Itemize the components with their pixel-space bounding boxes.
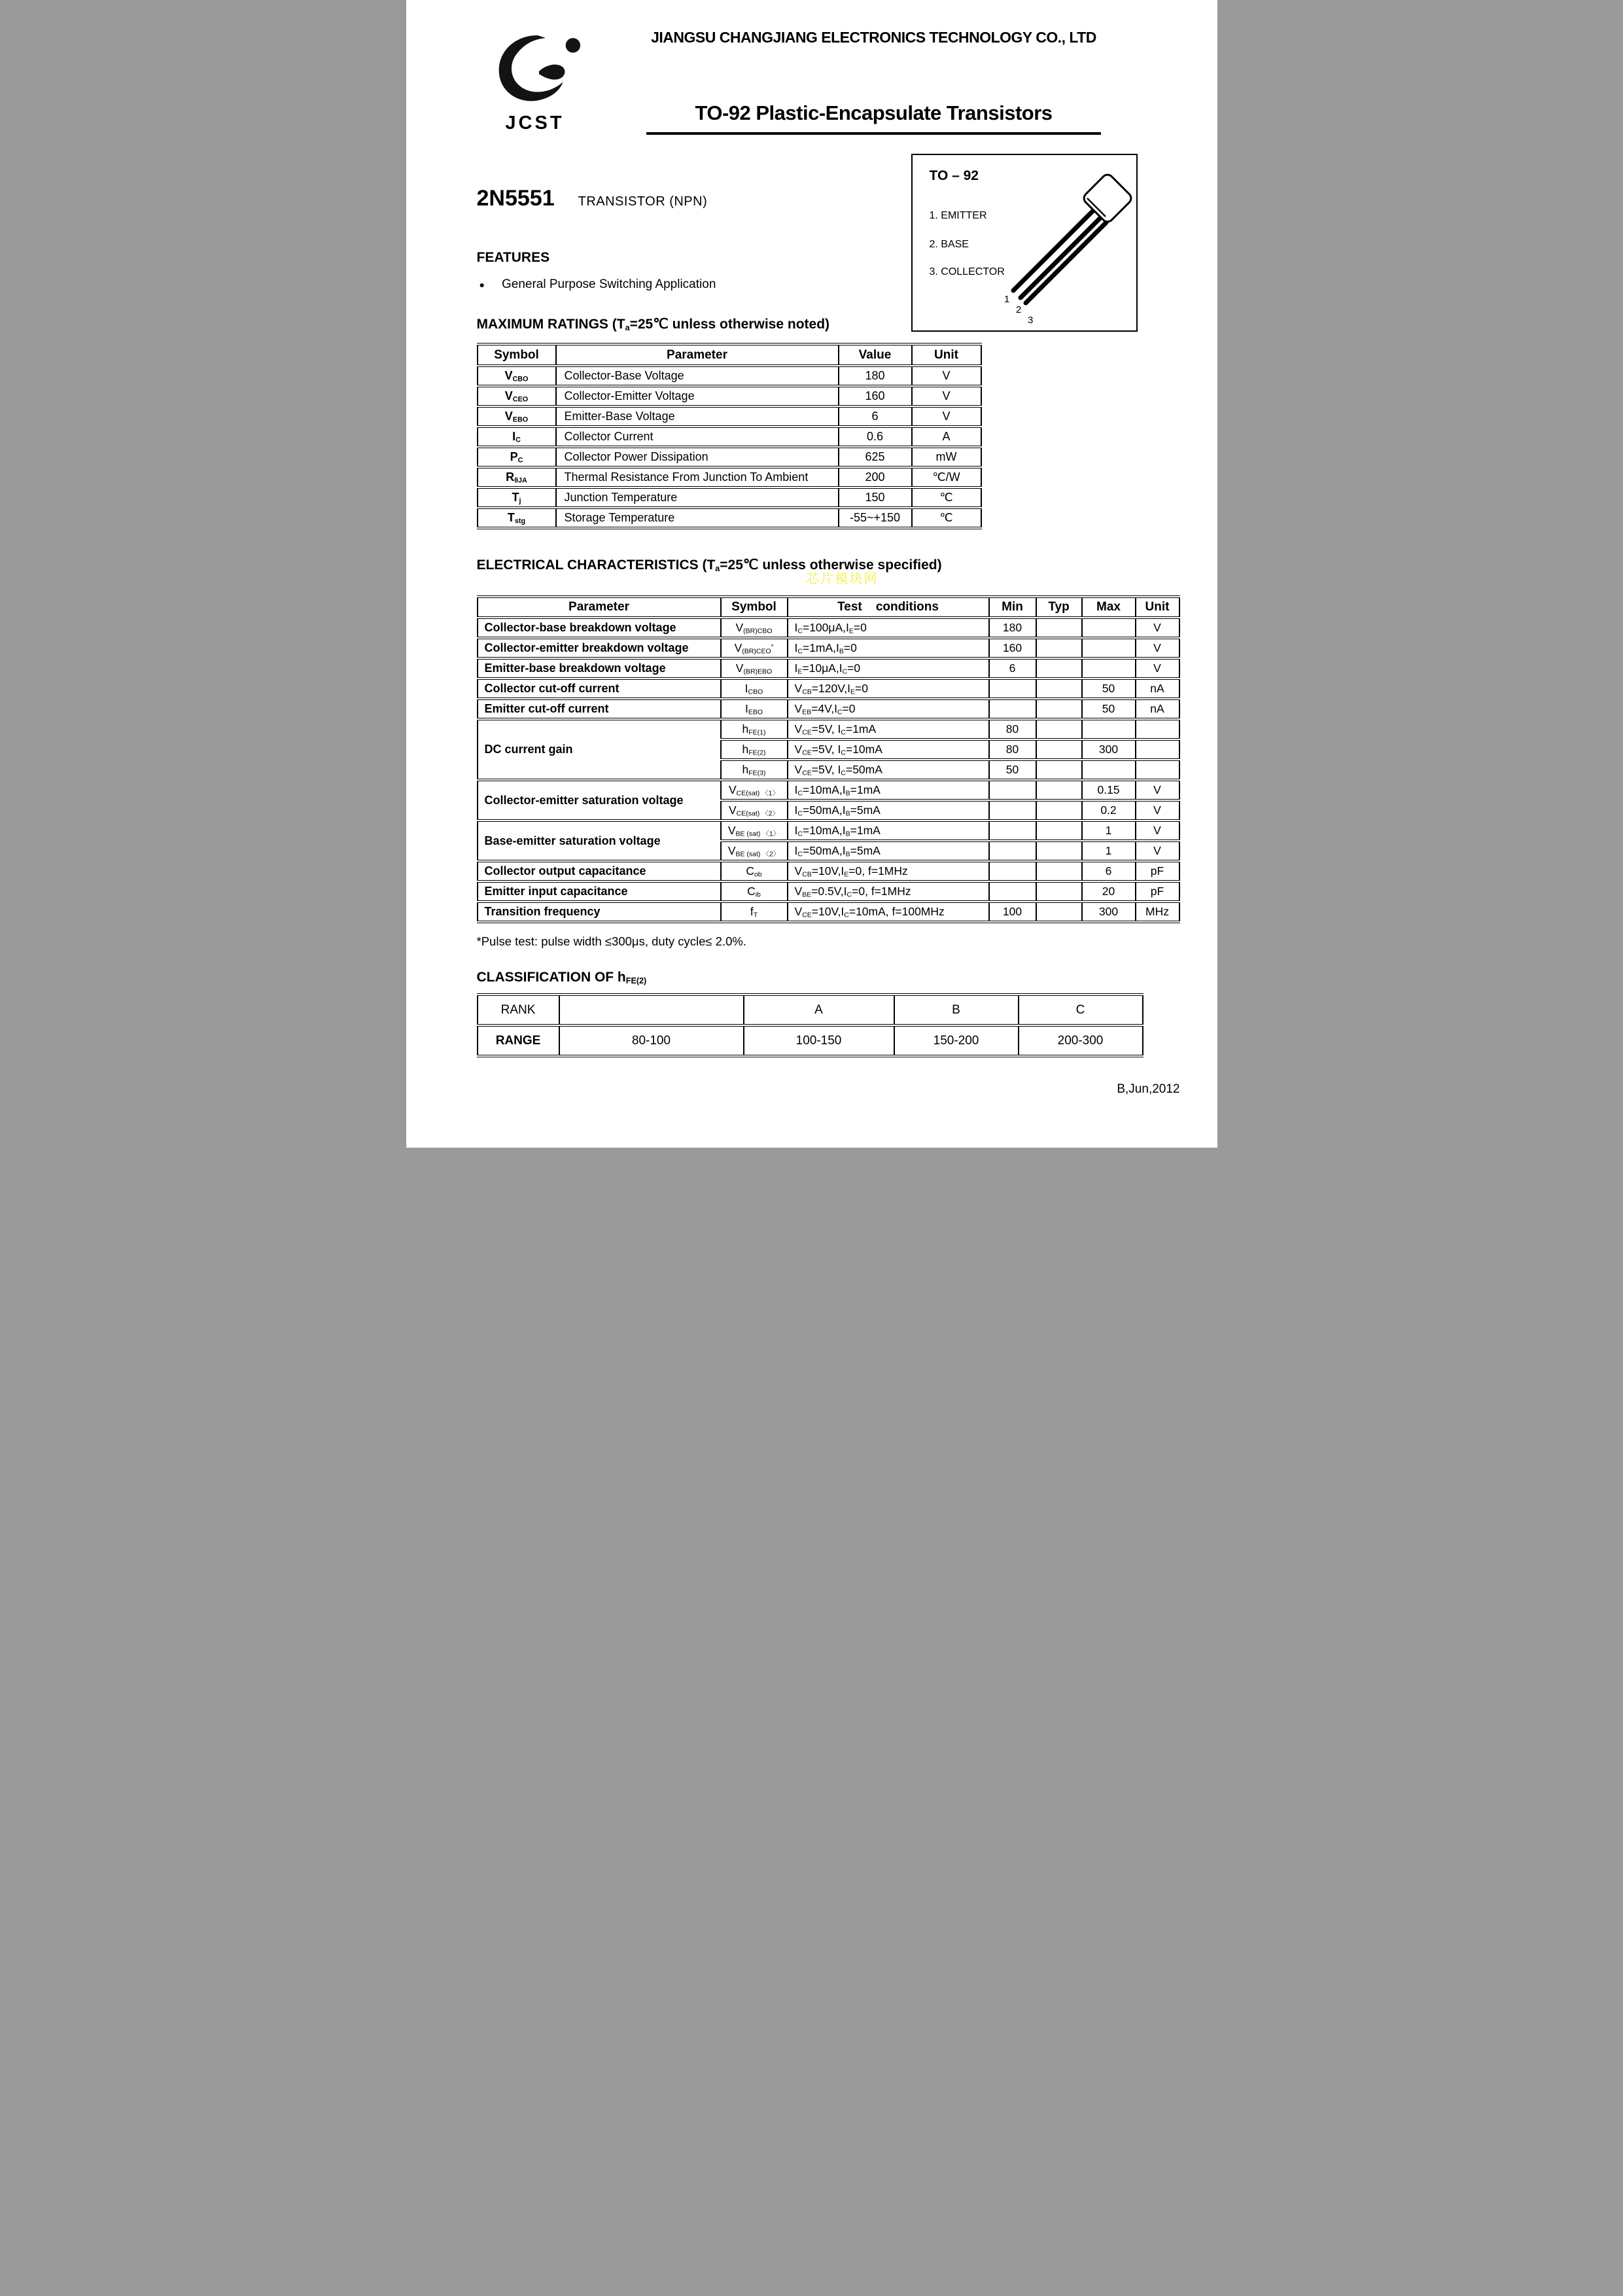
table-row <box>478 467 981 487</box>
pulse-test-note: *Pulse test: pulse width ≤300μs, duty cycle≤ 2.0%. <box>476 934 746 948</box>
parameter-cell: Emitter input capacitance <box>478 881 721 902</box>
range-label: RANGE <box>478 1025 559 1056</box>
symbol-cell: $V_{CE(sat) 〈2〉}$ <box>721 800 788 821</box>
max-cell: 50 <box>1082 699 1136 719</box>
typ-cell <box>1036 618 1082 638</box>
value-cell: -55~+150 <box>839 508 912 528</box>
unit-cell: nA <box>1136 679 1179 699</box>
max-cell <box>1082 658 1136 679</box>
table-row <box>478 881 1179 902</box>
min-cell <box>989 800 1036 821</box>
symbol-cell: $h_{FE(1)}$ <box>721 719 788 739</box>
unit-cell <box>1136 719 1179 739</box>
parameter-cell: Collector-emitter breakdown voltage <box>478 638 721 658</box>
package-box <box>911 154 1138 332</box>
symbol-cell: $V_{EBO}$ <box>478 406 556 427</box>
parameter-cell: Collector Current <box>556 427 839 447</box>
unit-cell: V <box>1136 658 1179 679</box>
min-cell: 50 <box>989 760 1036 780</box>
unit-cell: V <box>1136 800 1179 821</box>
symbol-cell: $T_{stg}$ <box>478 508 556 528</box>
col-max: Max <box>1082 597 1136 618</box>
symbol-cell: $V_{(BR)EBO}$ <box>721 658 788 679</box>
datasheet-page <box>406 0 1217 1148</box>
value-cell: 180 <box>839 366 912 386</box>
max-cell: 1 <box>1082 841 1136 861</box>
min-cell: 100 <box>989 902 1036 922</box>
unit-cell: V <box>912 406 981 427</box>
symbol-cell: $V_{BE (sat) 〈1〉}$ <box>721 821 788 841</box>
conditions-cell: $V_{CE}=5V$, $I_C=50mA$ <box>788 760 989 780</box>
min-cell <box>989 861 1036 881</box>
features-heading: FEATURES <box>476 250 550 265</box>
value-cell: 160 <box>839 386 912 406</box>
unit-cell: MHz <box>1136 902 1179 922</box>
electrical-table <box>477 595 1180 923</box>
unit-cell: V <box>1136 638 1179 658</box>
value-cell: 625 <box>839 447 912 467</box>
table-row <box>478 366 981 386</box>
table-row <box>478 699 1179 719</box>
conditions-cell: $I_C=10mA,I_B=1mA$ <box>788 780 989 800</box>
max-cell: 0.15 <box>1082 780 1136 800</box>
min-cell <box>989 699 1036 719</box>
table-row <box>478 719 1179 739</box>
table-row <box>478 861 1179 881</box>
value-cell: 200 <box>839 467 912 487</box>
pin-emitter: 1. EMITTER <box>929 210 987 221</box>
watermark-text: 芯片模块网 <box>806 572 879 586</box>
max-ratings-header-row <box>478 344 981 366</box>
lead-label-2: 2 <box>1015 304 1021 315</box>
min-cell <box>989 881 1036 902</box>
min-cell: 6 <box>989 658 1036 679</box>
conditions-cell: $V_{CE}=10V,I_C=10mA$, f=100MHz <box>788 902 989 922</box>
conditions-cell: $V_{CE}=5V$, $I_C=10mA$ <box>788 739 989 760</box>
part-heading <box>477 186 708 211</box>
typ-cell <box>1036 780 1082 800</box>
table-row <box>478 679 1179 699</box>
unit-cell <box>1136 739 1179 760</box>
symbol-cell: $V_{(BR)CEO}^*$ <box>721 638 788 658</box>
conditions-cell: $I_C=50mA,I_B=5mA$ <box>788 800 989 821</box>
electrical-heading: ELECTRICAL CHARACTERISTICS ($T_a=25℃$ unless otherwise specified) <box>476 557 942 574</box>
max-ratings-heading: MAXIMUM RATINGS ($T_a=25℃$ unless otherwise noted) <box>476 317 830 333</box>
typ-cell <box>1036 719 1082 739</box>
parameter-cell: Collector-Emitter Voltage <box>556 386 839 406</box>
feature-text: General Purpose Switching Application <box>501 277 716 291</box>
parameter-cell: Junction Temperature <box>556 487 839 508</box>
page-title: TO-92 Plastic-Encapsulate Transistors <box>695 101 1053 124</box>
parameter-cell: Collector cut-off current <box>478 679 721 699</box>
min-cell <box>989 780 1036 800</box>
parameter-cell: Collector-Base Voltage <box>556 366 839 386</box>
unit-cell: mW <box>912 447 981 467</box>
conditions-cell: $I_C=100\mu A,I_E=0$ <box>788 618 989 638</box>
part-number: 2N5551 <box>476 186 555 211</box>
symbol-cell: $I_C$ <box>478 427 556 447</box>
unit-cell <box>1136 760 1179 780</box>
table-row <box>478 386 981 406</box>
typ-cell <box>1036 638 1082 658</box>
pin-base: 2. BASE <box>929 239 969 250</box>
col-unit: Unit <box>1136 597 1179 618</box>
table-row <box>478 821 1179 841</box>
parameter-cell: Thermal Resistance From Junction To Ambient <box>556 467 839 487</box>
max-cell: 20 <box>1082 881 1136 902</box>
company-name: JIANGSU CHANGJIANG ELECTRONICS TECHNOLOGY CO., LTD <box>651 29 1096 46</box>
typ-cell <box>1036 699 1082 719</box>
max-cell: 1 <box>1082 821 1136 841</box>
value-cell: 6 <box>839 406 912 427</box>
max-cell: 50 <box>1082 679 1136 699</box>
range-cell: 150-200 <box>894 1025 1019 1056</box>
min-cell: 80 <box>989 719 1036 739</box>
pin-collector: 3. COLLECTOR <box>929 266 1005 277</box>
unit-cell: V <box>1136 821 1179 841</box>
table-row <box>478 618 1179 638</box>
parameter-cell: Emitter cut-off current <box>478 699 721 719</box>
rank-cell: A <box>744 995 894 1025</box>
typ-cell <box>1036 739 1082 760</box>
typ-cell <box>1036 861 1082 881</box>
min-cell <box>989 679 1036 699</box>
symbol-cell: $h_{FE(3)}$ <box>721 760 788 780</box>
conditions-cell: $I_C=10mA,I_B=1mA$ <box>788 821 989 841</box>
col-parameter: Parameter <box>556 344 839 366</box>
symbol-cell: $I_{CBO}$ <box>721 679 788 699</box>
rank-row <box>478 995 1143 1025</box>
title-underline <box>646 132 1101 135</box>
unit-cell: nA <box>1136 699 1179 719</box>
unit-cell: V <box>1136 618 1179 638</box>
conditions-cell: $V_{BE}=0.5V,I_C=0$, f=1MHz <box>788 881 989 902</box>
classification-heading: CLASSIFICATION OF $h_{FE(2)}$ <box>476 970 647 986</box>
typ-cell <box>1036 760 1082 780</box>
unit-cell: ℃/W <box>912 467 981 487</box>
conditions-cell: $I_C=1mA,I_B=0$ <box>788 638 989 658</box>
conditions-cell: $V_{CB}=10V,I_E=0$, f=1MHz <box>788 861 989 881</box>
typ-cell <box>1036 679 1082 699</box>
conditions-cell: $V_{CB}=120V,I_E=0$ <box>788 679 989 699</box>
range-cell: 80-100 <box>559 1025 744 1056</box>
lead-label-1: 1 <box>1003 294 1009 305</box>
conditions-cell: $V_{EB}=4V,I_C=0$ <box>788 699 989 719</box>
max-cell <box>1082 618 1136 638</box>
unit-cell: V <box>912 366 981 386</box>
bullet-icon: ● <box>479 279 485 290</box>
typ-cell <box>1036 821 1082 841</box>
min-cell <box>989 841 1036 861</box>
symbol-cell: $R_{\theta JA}$ <box>478 467 556 487</box>
col-symbol: Symbol <box>478 344 556 366</box>
rank-label: RANK <box>478 995 559 1025</box>
table-row <box>478 487 981 508</box>
symbol-cell: $f_T$ <box>721 902 788 922</box>
symbol-cell: $T_j$ <box>478 487 556 508</box>
parameter-cell: Transition frequency <box>478 902 721 922</box>
typ-cell <box>1036 881 1082 902</box>
parameter-cell: Collector-base breakdown voltage <box>478 618 721 638</box>
symbol-cell: $V_{(BR)CBO}$ <box>721 618 788 638</box>
symbol-cell: $C_{ob}$ <box>721 861 788 881</box>
parameter-group-cell: Collector-emitter saturation voltage <box>478 780 721 821</box>
symbol-cell: $h_{FE(2)}$ <box>721 739 788 760</box>
rank-cell <box>559 995 744 1025</box>
lead-label-3: 3 <box>1027 315 1033 326</box>
value-cell: 150 <box>839 487 912 508</box>
table-row <box>478 427 981 447</box>
max-cell: 300 <box>1082 902 1136 922</box>
unit-cell: V <box>1136 841 1179 861</box>
rank-cell: C <box>1019 995 1143 1025</box>
symbol-cell: $V_{BE (sat) 〈2〉}$ <box>721 841 788 861</box>
parameter-cell: Emitter-Base Voltage <box>556 406 839 427</box>
typ-cell <box>1036 658 1082 679</box>
symbol-cell: $V_{CEO}$ <box>478 386 556 406</box>
max-cell <box>1082 638 1136 658</box>
part-type: TRANSISTOR (NPN) <box>578 194 708 209</box>
unit-cell: V <box>912 386 981 406</box>
min-cell: 180 <box>989 618 1036 638</box>
table-row <box>478 508 981 528</box>
range-row <box>478 1025 1143 1056</box>
max-ratings-table <box>477 343 982 529</box>
min-cell: 80 <box>989 739 1036 760</box>
min-cell: 160 <box>989 638 1036 658</box>
min-cell <box>989 821 1036 841</box>
range-cell: 100-150 <box>744 1025 894 1056</box>
parameter-cell: Collector output capacitance <box>478 861 721 881</box>
max-cell <box>1082 719 1136 739</box>
parameter-group-cell: Base-emitter saturation voltage <box>478 821 721 861</box>
conditions-cell: $V_{CE}=5V$, $I_C=1mA$ <box>788 719 989 739</box>
unit-cell: A <box>912 427 981 447</box>
jcst-logo-icon <box>493 34 591 107</box>
col-min: Min <box>989 597 1036 618</box>
symbol-cell: $C_{ib}$ <box>721 881 788 902</box>
classification-table <box>477 993 1143 1057</box>
symbol-cell: $P_C$ <box>478 447 556 467</box>
conditions-cell: $I_E=10\mu A,I_C=0$ <box>788 658 989 679</box>
col-unit: Unit <box>912 344 981 366</box>
value-cell: 0.6 <box>839 427 912 447</box>
feature-item <box>480 277 716 292</box>
package-name: TO – 92 <box>929 168 979 183</box>
col-parameter: Parameter <box>478 597 721 618</box>
col-typ: Typ <box>1036 597 1082 618</box>
max-cell: 300 <box>1082 739 1136 760</box>
table-row <box>478 658 1179 679</box>
parameter-cell: Collector Power Dissipation <box>556 447 839 467</box>
table-row <box>478 902 1179 922</box>
revision-date: B,Jun,2012 <box>1117 1082 1180 1096</box>
unit-cell: ℃ <box>912 487 981 508</box>
unit-cell: pF <box>1136 861 1179 881</box>
table-row <box>478 447 981 467</box>
max-cell: 0.2 <box>1082 800 1136 821</box>
col-value: Value <box>839 344 912 366</box>
table-row <box>478 780 1179 800</box>
unit-cell: ℃ <box>912 508 981 528</box>
max-cell: 6 <box>1082 861 1136 881</box>
range-cell: 200-300 <box>1019 1025 1143 1056</box>
symbol-cell: $V_{CE(sat) 〈1〉}$ <box>721 780 788 800</box>
table-row <box>478 406 981 427</box>
symbol-cell: $I_{EBO}$ <box>721 699 788 719</box>
col-test-conditions: Test conditions <box>788 597 989 618</box>
conditions-cell: $I_C=50mA,I_B=5mA$ <box>788 841 989 861</box>
max-cell <box>1082 760 1136 780</box>
parameter-cell: Emitter-base breakdown voltage <box>478 658 721 679</box>
typ-cell <box>1036 800 1082 821</box>
typ-cell <box>1036 841 1082 861</box>
table-row <box>478 638 1179 658</box>
electrical-header-row <box>478 597 1179 618</box>
logo-text: JCST <box>505 113 565 133</box>
unit-cell: pF <box>1136 881 1179 902</box>
col-symbol: Symbol <box>721 597 788 618</box>
parameter-cell: Storage Temperature <box>556 508 839 528</box>
typ-cell <box>1036 902 1082 922</box>
parameter-group-cell: DC current gain <box>478 719 721 780</box>
symbol-cell: $V_{CBO}$ <box>478 366 556 386</box>
unit-cell: V <box>1136 780 1179 800</box>
rank-cell: B <box>894 995 1019 1025</box>
